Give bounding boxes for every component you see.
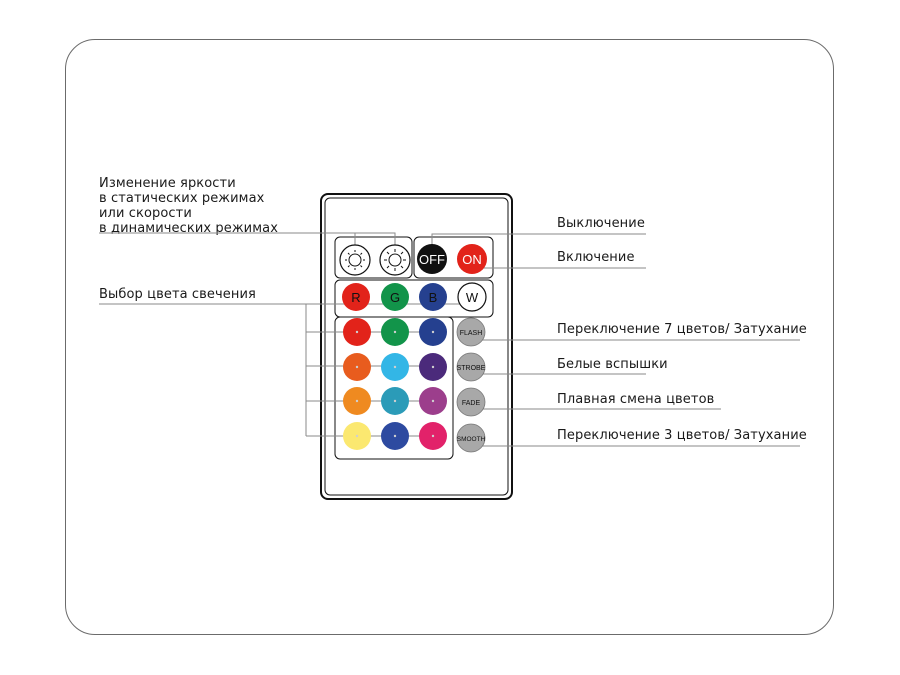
color-button-r2-c3[interactable] [419, 353, 447, 381]
strobe-label: Белые вспышки [557, 357, 668, 372]
color-button-r1-c1[interactable] [343, 318, 371, 346]
color-button-r4-c3[interactable] [419, 422, 447, 450]
brightness-up-button[interactable] [380, 245, 410, 275]
color-button-r4-c1[interactable] [343, 422, 371, 450]
color-button-r2-c1[interactable] [343, 353, 371, 381]
fade-label: Плавная смена цветов [557, 392, 715, 407]
color-button-center-dot [356, 331, 358, 333]
brightness-label-line-3: или скорости [99, 206, 192, 221]
brightness-down-button[interactable] [340, 245, 370, 275]
color-button-center-dot [356, 435, 358, 437]
smooth-button[interactable] [457, 424, 486, 452]
color-button-r3-c2[interactable] [381, 387, 409, 415]
on-button-label: ON [462, 252, 482, 267]
color-button-center-dot [394, 331, 396, 333]
color-button-center-dot [432, 331, 434, 333]
color-button-r3-c1[interactable] [343, 387, 371, 415]
color-button-center-dot [432, 435, 434, 437]
callout-lines [99, 233, 800, 446]
color-button-center-dot [356, 366, 358, 368]
blue-button[interactable] [419, 283, 447, 311]
brightness-label-line-4: в динамических режимах [99, 221, 278, 236]
color-button-center-dot [394, 400, 396, 402]
color-button-center-dot [394, 435, 396, 437]
flash-button[interactable] [457, 318, 485, 346]
color-button-r1-c2[interactable] [381, 318, 409, 346]
color-select-label: Выбор цвета свечения [99, 287, 256, 302]
color-button-center-dot [432, 400, 434, 402]
white-button[interactable] [458, 283, 486, 311]
strobe-button-label: STROBE [456, 365, 486, 372]
fade-button-label: FADE [461, 400, 481, 407]
brightness-callout-line-up [355, 233, 395, 246]
smooth-label: Переключение 3 цветов/ Затухание [557, 428, 807, 443]
off-button[interactable] [417, 244, 447, 274]
on-label: Включение [557, 250, 635, 265]
blue-button-label: B [428, 290, 438, 305]
smooth-button-label: SMOOTH [456, 436, 486, 443]
off-label: Выключение [557, 216, 645, 231]
red-button[interactable] [342, 283, 370, 311]
fade-button[interactable] [457, 388, 485, 416]
color-grid [343, 318, 447, 450]
brightness-label-line-1: Изменение яркости [99, 176, 236, 191]
on-button[interactable] [457, 244, 487, 274]
color-button-center-dot [394, 366, 396, 368]
off-button-label: OFF [419, 252, 445, 267]
off-callout-line [432, 234, 646, 246]
red-button-label: R [351, 290, 361, 305]
green-button-label: G [389, 290, 401, 305]
color-button-r1-c3[interactable] [419, 318, 447, 346]
color-button-center-dot [356, 400, 358, 402]
color-button-center-dot [432, 366, 434, 368]
flash-button-label: FLASH [459, 330, 483, 337]
color-button-r4-c2[interactable] [381, 422, 409, 450]
color-button-r2-c2[interactable] [381, 353, 409, 381]
color-button-r3-c3[interactable] [419, 387, 447, 415]
remote-inner-body [325, 198, 508, 495]
green-button[interactable] [381, 283, 409, 311]
brightness-label-line-2: в статических режимах [99, 191, 265, 206]
remote-outer-body [321, 194, 512, 499]
flash-label: Переключение 7 цветов/ Затухание [557, 322, 807, 337]
white-button-label: W [465, 290, 479, 305]
strobe-button[interactable] [457, 353, 486, 381]
